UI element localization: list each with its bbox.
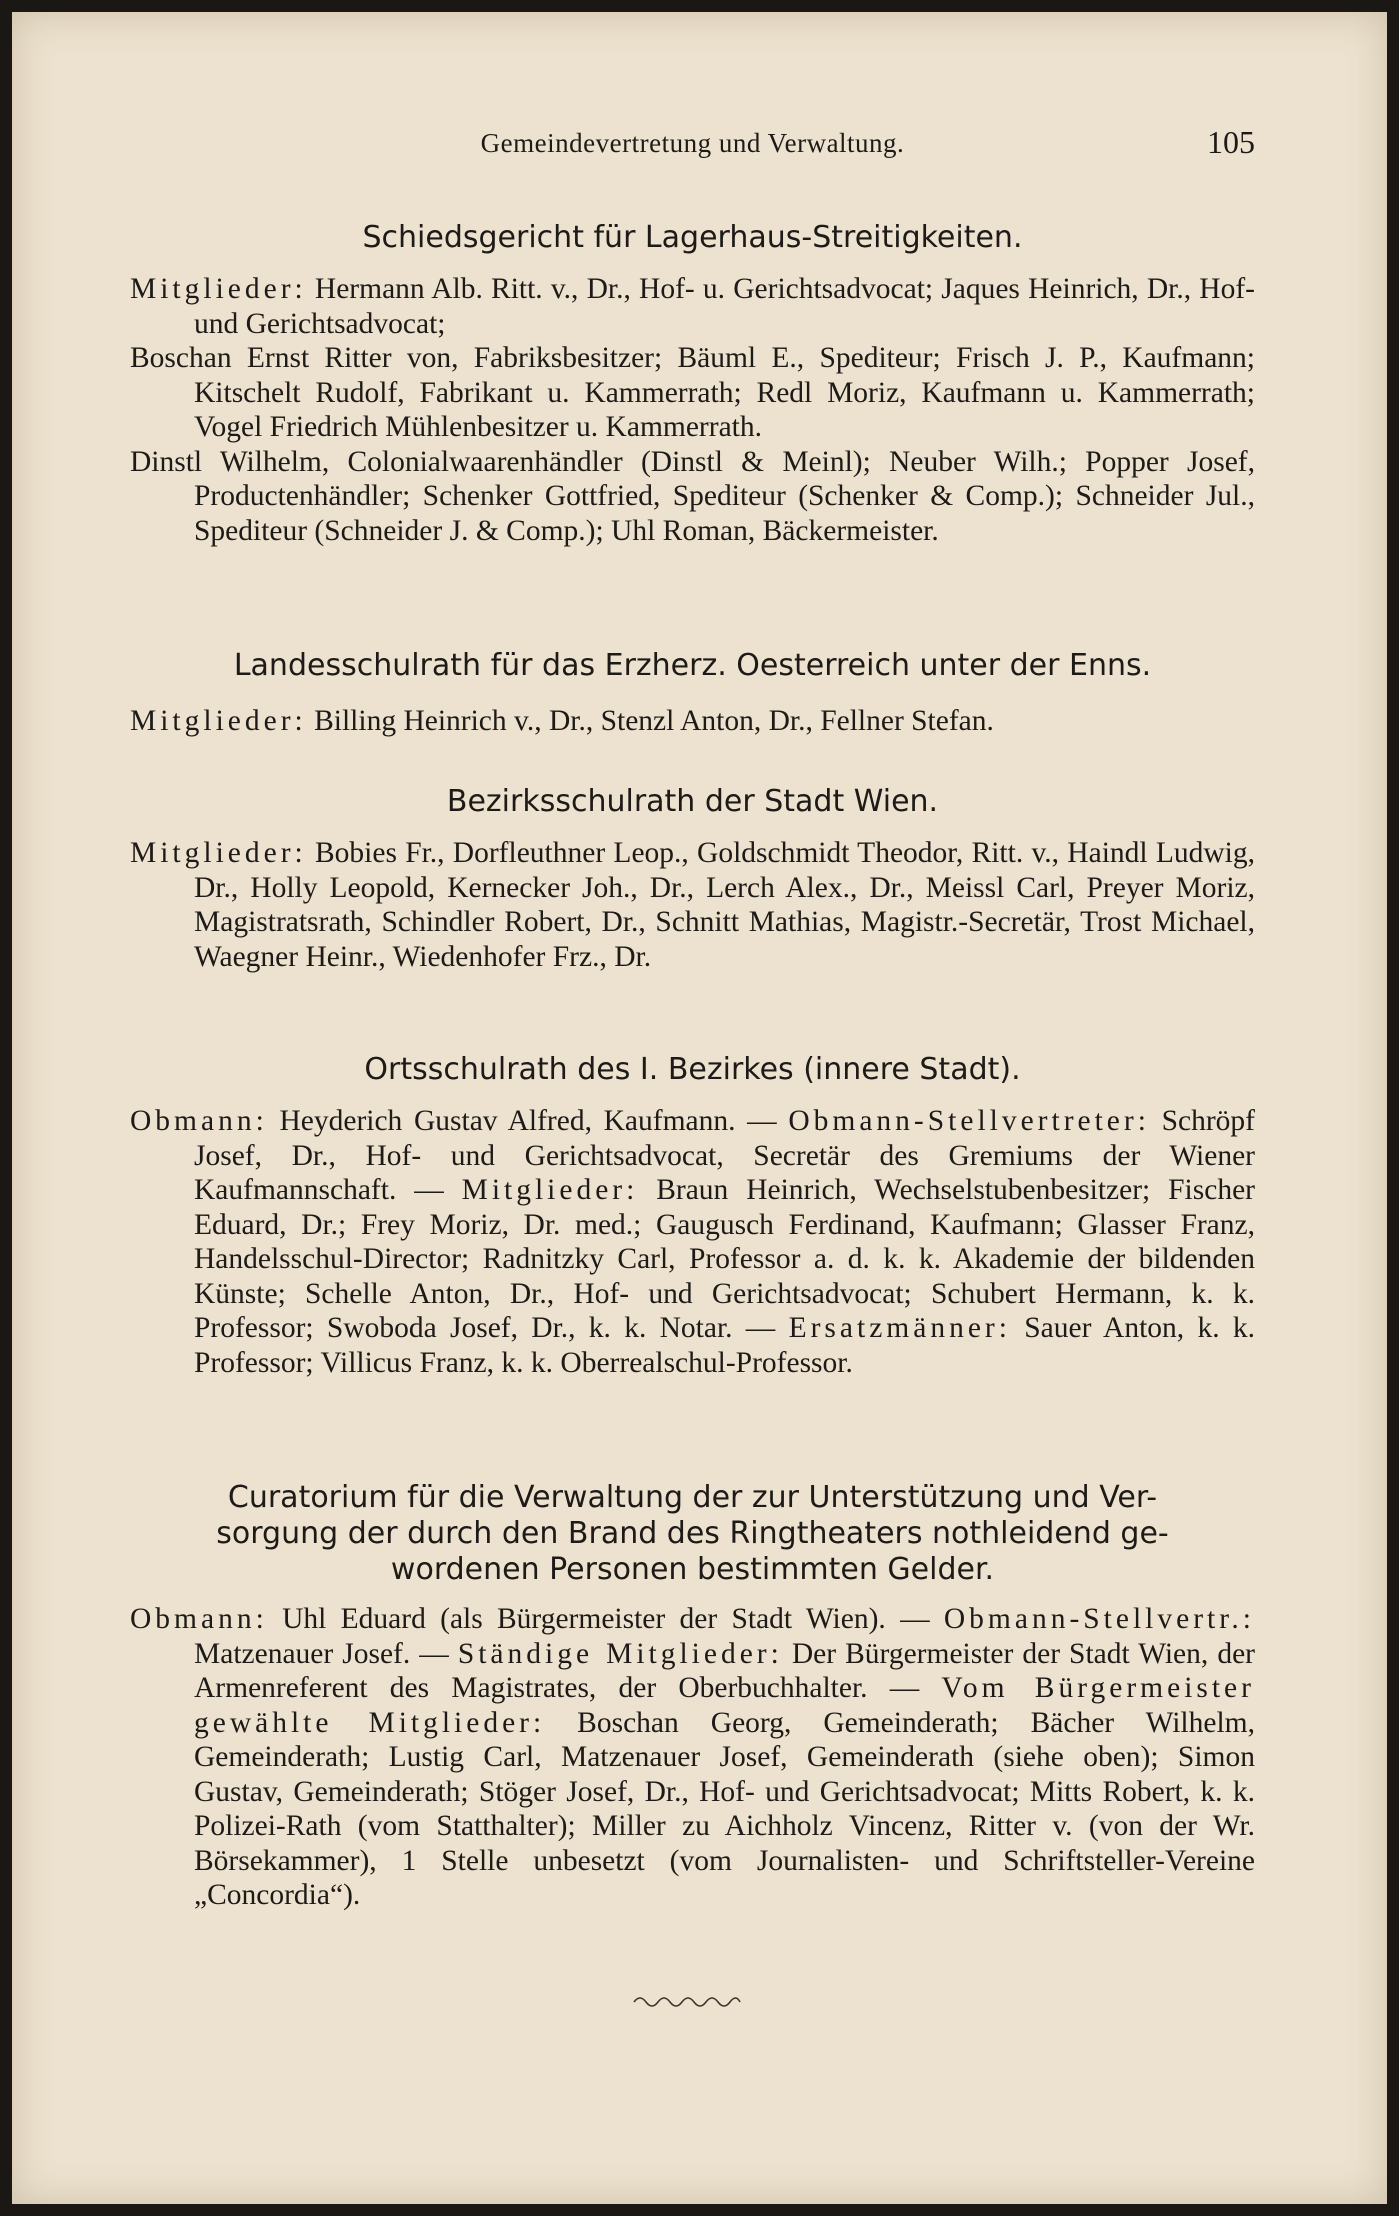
paragraph-text: Schröpf Josef, Dr., Hof- und Gerichtsadvocat, Secretär des Gremiums der Wiener Kaufmannschaft. — [194, 1105, 1255, 1206]
paragraph: Dinstl Wilhelm, Colonialwaarenhändler (Dinstl & Meinl); Neuber Wilh.; Popper Josef, Productenhändler; Schenker Gottfried, Spediteur (Schenker & Comp.); Schneider Jul., Spediteur (Schneider J. & Comp.); Uhl Roman, Bäckermeister. [130, 445, 1255, 547]
label-staendige-mitglieder: Ständige Mitglieder: [457, 1637, 783, 1670]
running-head [130, 124, 1255, 164]
paragraph-text: Boschan Georg, Gemeinderath; Bächer Wilhelm, Gemeinderath; Lustig Carl, Matzenauer Josef, Gemeinderath (siehe oben); Simon Gustav, Gemeinderath; Stöger Josef, Dr., Hof- und Gerichtsadvocat; Mitts Robert, k. k. Polizei-Rath (vom Statthalter); Miller zu Aichholz Vincenz, Ritter v. (von der Wr. Börsekammer), 1 Stelle unbesetzt (vom Journalisten- und Schriftsteller-Vereine „Concordia“). [194, 1706, 1255, 1911]
label-obmann: Obmann: [130, 1603, 268, 1635]
paragraph-text: Bobies Fr., Dorfleuthner Leop., Goldschmidt Theodor, Ritt. v., Haindl Ludwig, Dr., Holly Leopold, Kernecker Joh., Dr., Lerch Alex., Dr., Meissl Carl, Preyer Moriz, Magistratsrath, Schindler Robert, Dr., Schnitt Mathias, Magistr.-Secretär, Trost Michael, Waegner Heinr., Wiedenhofer Frz., Dr. [194, 837, 1255, 973]
label-mitglieder: Mitglieder: [130, 705, 307, 737]
section-body-curatorium [130, 1602, 1255, 1913]
section-heading-bezirksschulrath: Bezirksschulrath der Stadt Wien. [446, 784, 939, 819]
label-mitglieder: Mitglieder: [130, 837, 307, 869]
section-body-bezirksschulrath [130, 836, 1255, 974]
paragraph-text: Hermann Alb. Ritt. v., Dr., Hof- u. Gerichtsadvocat; Jaques Heinrich, Dr., Hof- und Gerichtsadvocat; [194, 273, 1255, 340]
section-heading-landesschulrath: Landesschulrath für das Erzherz. Oesterreich unter der Enns. [233, 648, 1152, 683]
paragraph-text: Braun Heinrich, Wechselstubenbesitzer; Fischer Eduard, Dr.; Frey Moriz, Dr. med.; Gaugusch Ferdinand, Kaufmann; Glasser Franz, Handelsschul-Director; Radnitzky Carl, Professor a. d. k. k. Akademie der bildenden Künste; Schelle Anton, Dr., Hof- und Gerichtsadvocat; Schubert Hermann, k. k. Professor; Swoboda Josef, Dr., k. k. Notar. — [194, 1174, 1255, 1344]
paragraph-text: Heyderich Gustav Alfred, Kaufmann. — [267, 1105, 789, 1137]
label-obmann-stellvertreter: Obmann-Stellvertreter: [788, 1105, 1150, 1137]
label-obmann-stellvertreter: Obmann-Stellvertr.: [943, 1603, 1255, 1635]
book-page [12, 12, 1387, 2204]
heading-line: sorgung der durch den Brand des Ringtheaters nothleidend ge- [216, 1516, 1169, 1551]
section-body-landesschulrath [130, 704, 1255, 739]
label-gewaehlte-mitglieder: Vom Bürgermeister gewählte Mitglieder: [194, 1672, 1255, 1739]
paragraph [130, 1104, 1255, 1380]
page-number: 105 [1207, 124, 1255, 160]
label-obmann: Obmann: [130, 1105, 268, 1137]
section-heading-ortsschulrath: Ortsschulrath des I. Bezirkes (innere Stadt). [364, 1052, 1021, 1087]
paragraph [130, 836, 1255, 974]
section-body-ortsschulrath [130, 1104, 1255, 1380]
section-heading-curatorium [130, 1480, 1255, 1588]
paragraph [130, 1602, 1255, 1913]
section-heading-schiedsgericht: Schiedsgericht für Lagerhaus-Streitigkeiten. [362, 220, 1023, 255]
paragraph: Boschan Ernst Ritter von, Fabriksbesitzer; Bäuml E., Spediteur; Frisch J. P., Kaufmann; Kitschelt Rudolf, Fabrikant u. Kammerrath; Redl Moriz, Kaufmann u. Kammerrath; Vogel Friedrich Mühlenbesitzer u. Kammerrath. [130, 342, 1255, 443]
paragraph [130, 704, 1255, 739]
heading-line: Curatorium für die Verwaltung der zur Unterstützung und Ver- [227, 1480, 1158, 1515]
paragraph-text: Matzenauer Josef. — [194, 1637, 458, 1670]
heading-line: wordenen Personen bestimmten Gelder. [390, 1552, 995, 1587]
label-mitglieder: Mitglieder: [130, 273, 307, 305]
paragraph-text: Der Bürgermeister der Stadt Wien, der Armenreferent des Magistrates, der Oberbuchhalter. — [194, 1637, 1255, 1704]
running-title: Gemeindevertretung und Verwaltung. [480, 128, 905, 158]
paragraph-text: Uhl Eduard (als Bürgermeister der Stadt Wien). — [267, 1603, 944, 1635]
label-mitglieder: Mitglieder: [461, 1174, 639, 1206]
label-ersatzmaenner: Ersatzmänner: [788, 1312, 1011, 1344]
paragraph [130, 272, 1255, 341]
paragraph-text: Billing Heinrich v., Dr., Stenzl Anton, Dr., Fellner Stefan. [306, 705, 994, 737]
paragraph-text: Sauer Anton, k. k. Professor; Villicus Franz, k. k. Oberrealschul-Professor. [194, 1312, 1255, 1379]
section-body-schiedsgericht [130, 272, 1255, 548]
ornament-flourish [632, 1992, 742, 2008]
